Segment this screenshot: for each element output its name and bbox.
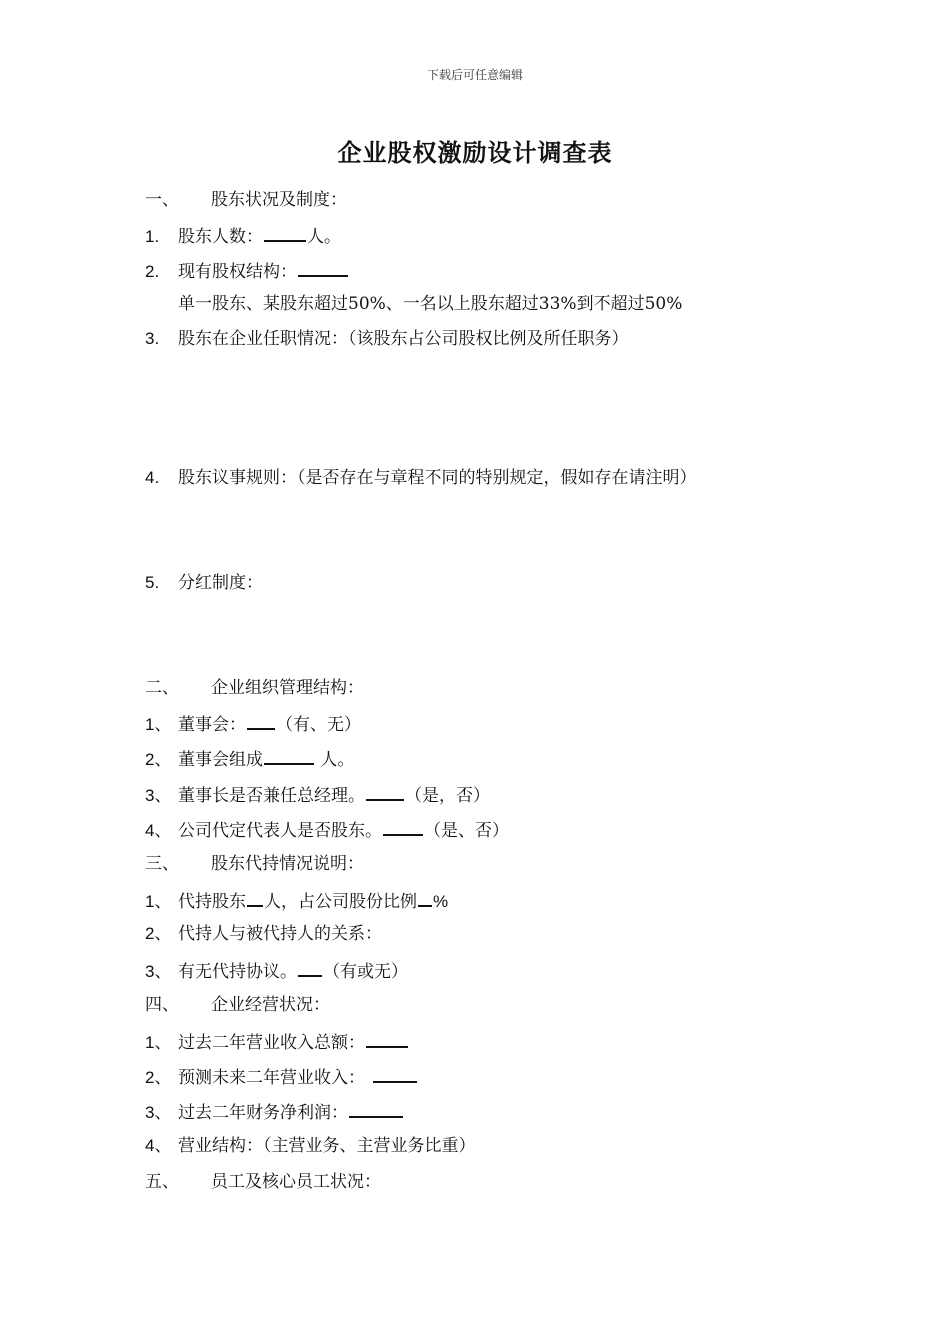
item-number: 4、 bbox=[145, 821, 172, 840]
fill-blank[interactable] bbox=[298, 957, 322, 977]
section-number: 四、 bbox=[145, 995, 179, 1015]
item-number: 5. bbox=[145, 573, 160, 592]
fill-blank[interactable] bbox=[298, 257, 348, 277]
fill-blank[interactable] bbox=[366, 781, 404, 801]
item-number: 1、 bbox=[145, 892, 172, 911]
section-number: 三、 bbox=[145, 854, 179, 874]
s1-item-2-note: 单一股东、某股东超过50%、一名以上股东超过33%到不超过50% bbox=[178, 294, 683, 314]
item-label: 营业结构：（主营业务、主营业务比重） bbox=[178, 1136, 476, 1156]
s2-item-4 bbox=[145, 816, 509, 843]
fill-blank[interactable] bbox=[264, 222, 306, 242]
item-suffix: （有、无） bbox=[276, 715, 361, 735]
s3-item-3 bbox=[145, 957, 408, 984]
s3-item-1 bbox=[145, 887, 448, 914]
section-4-heading bbox=[145, 993, 330, 1017]
item-suffix: （是，否） bbox=[405, 786, 490, 806]
item-number: 2、 bbox=[145, 1068, 172, 1087]
section-title: 员工及核心员工状况： bbox=[211, 1172, 381, 1192]
fill-blank[interactable] bbox=[383, 816, 423, 836]
item-label: 股东人数： bbox=[178, 227, 263, 247]
s1-item-1 bbox=[145, 222, 341, 249]
item-middle: 人，占公司股份比例 bbox=[264, 892, 417, 912]
s2-item-1 bbox=[145, 710, 361, 737]
section-2-heading bbox=[145, 676, 364, 700]
item-label: 预测未来二年营业收入： bbox=[178, 1068, 365, 1088]
item-label: 董事长是否兼任总经理。 bbox=[178, 786, 365, 806]
s4-item-2 bbox=[145, 1063, 418, 1090]
item-number: 1. bbox=[145, 227, 160, 246]
s2-item-2 bbox=[145, 745, 354, 772]
item-suffix: % bbox=[433, 892, 449, 911]
section-1-heading bbox=[145, 188, 347, 212]
section-title: 股东状况及制度： bbox=[211, 190, 347, 210]
item-label: 董事会： bbox=[178, 715, 246, 735]
item-suffix: （有或无） bbox=[323, 962, 408, 982]
item-number: 2、 bbox=[145, 924, 172, 943]
fill-blank[interactable] bbox=[247, 710, 275, 730]
item-label: 过去二年财务净利润： bbox=[178, 1103, 348, 1123]
fill-blank[interactable] bbox=[247, 887, 263, 907]
item-label: 股东在企业任职情况：（该股东占公司股权比例及所任职务） bbox=[178, 329, 629, 349]
section-title: 股东代持情况说明： bbox=[211, 854, 364, 874]
item-number: 3、 bbox=[145, 1103, 172, 1122]
s1-item-5 bbox=[145, 571, 263, 595]
item-number: 4、 bbox=[145, 1136, 172, 1155]
s2-item-3 bbox=[145, 781, 490, 808]
item-label: 有无代持协议。 bbox=[178, 962, 297, 982]
item-label: 代持股东 bbox=[178, 892, 246, 912]
item-label: 分红制度： bbox=[178, 573, 263, 593]
s4-item-3 bbox=[145, 1098, 404, 1125]
section-number: 二、 bbox=[145, 678, 179, 698]
item-label: 股东议事规则：（是否存在与章程不同的特别规定，假如存在请注明） bbox=[178, 468, 697, 488]
s1-item-3 bbox=[145, 327, 629, 351]
section-number: 五、 bbox=[145, 1172, 179, 1192]
section-3-heading bbox=[145, 852, 364, 876]
document-title: 企业股权激励设计调查表 bbox=[337, 138, 613, 167]
section-5-heading bbox=[145, 1170, 381, 1194]
item-number: 3、 bbox=[145, 786, 172, 805]
item-number: 4. bbox=[145, 468, 160, 487]
fill-blank[interactable] bbox=[366, 1028, 408, 1048]
header-note: 下载后可任意编辑 bbox=[426, 68, 523, 82]
item-suffix: 人。 bbox=[315, 750, 355, 770]
section-title: 企业经营状况： bbox=[211, 995, 330, 1015]
item-label: 现有股权结构： bbox=[178, 262, 297, 282]
item-label: 过去二年营业收入总额： bbox=[178, 1033, 365, 1053]
item-number: 3、 bbox=[145, 962, 172, 981]
fill-blank[interactable] bbox=[264, 745, 314, 765]
s3-item-2 bbox=[145, 922, 382, 946]
item-suffix: （是、否） bbox=[424, 821, 509, 841]
item-number: 2. bbox=[145, 262, 160, 281]
s1-item-2 bbox=[145, 257, 349, 284]
section-title: 企业组织管理结构： bbox=[211, 678, 364, 698]
s4-item-4 bbox=[145, 1134, 476, 1158]
item-label: 代持人与被代持人的关系： bbox=[178, 924, 382, 944]
item-label: 公司代定代表人是否股东。 bbox=[178, 821, 382, 841]
item-suffix: 人。 bbox=[307, 227, 341, 247]
item-number: 1、 bbox=[145, 1033, 172, 1052]
item-number: 1、 bbox=[145, 715, 172, 734]
item-number: 2、 bbox=[145, 750, 172, 769]
fill-blank[interactable] bbox=[349, 1098, 403, 1118]
section-number: 一、 bbox=[145, 190, 179, 210]
item-number: 3. bbox=[145, 329, 160, 348]
s4-item-1 bbox=[145, 1028, 409, 1055]
item-label: 董事会组成 bbox=[178, 750, 263, 770]
fill-blank[interactable] bbox=[373, 1063, 417, 1083]
fill-blank[interactable] bbox=[418, 887, 432, 907]
s1-item-4 bbox=[145, 466, 697, 490]
